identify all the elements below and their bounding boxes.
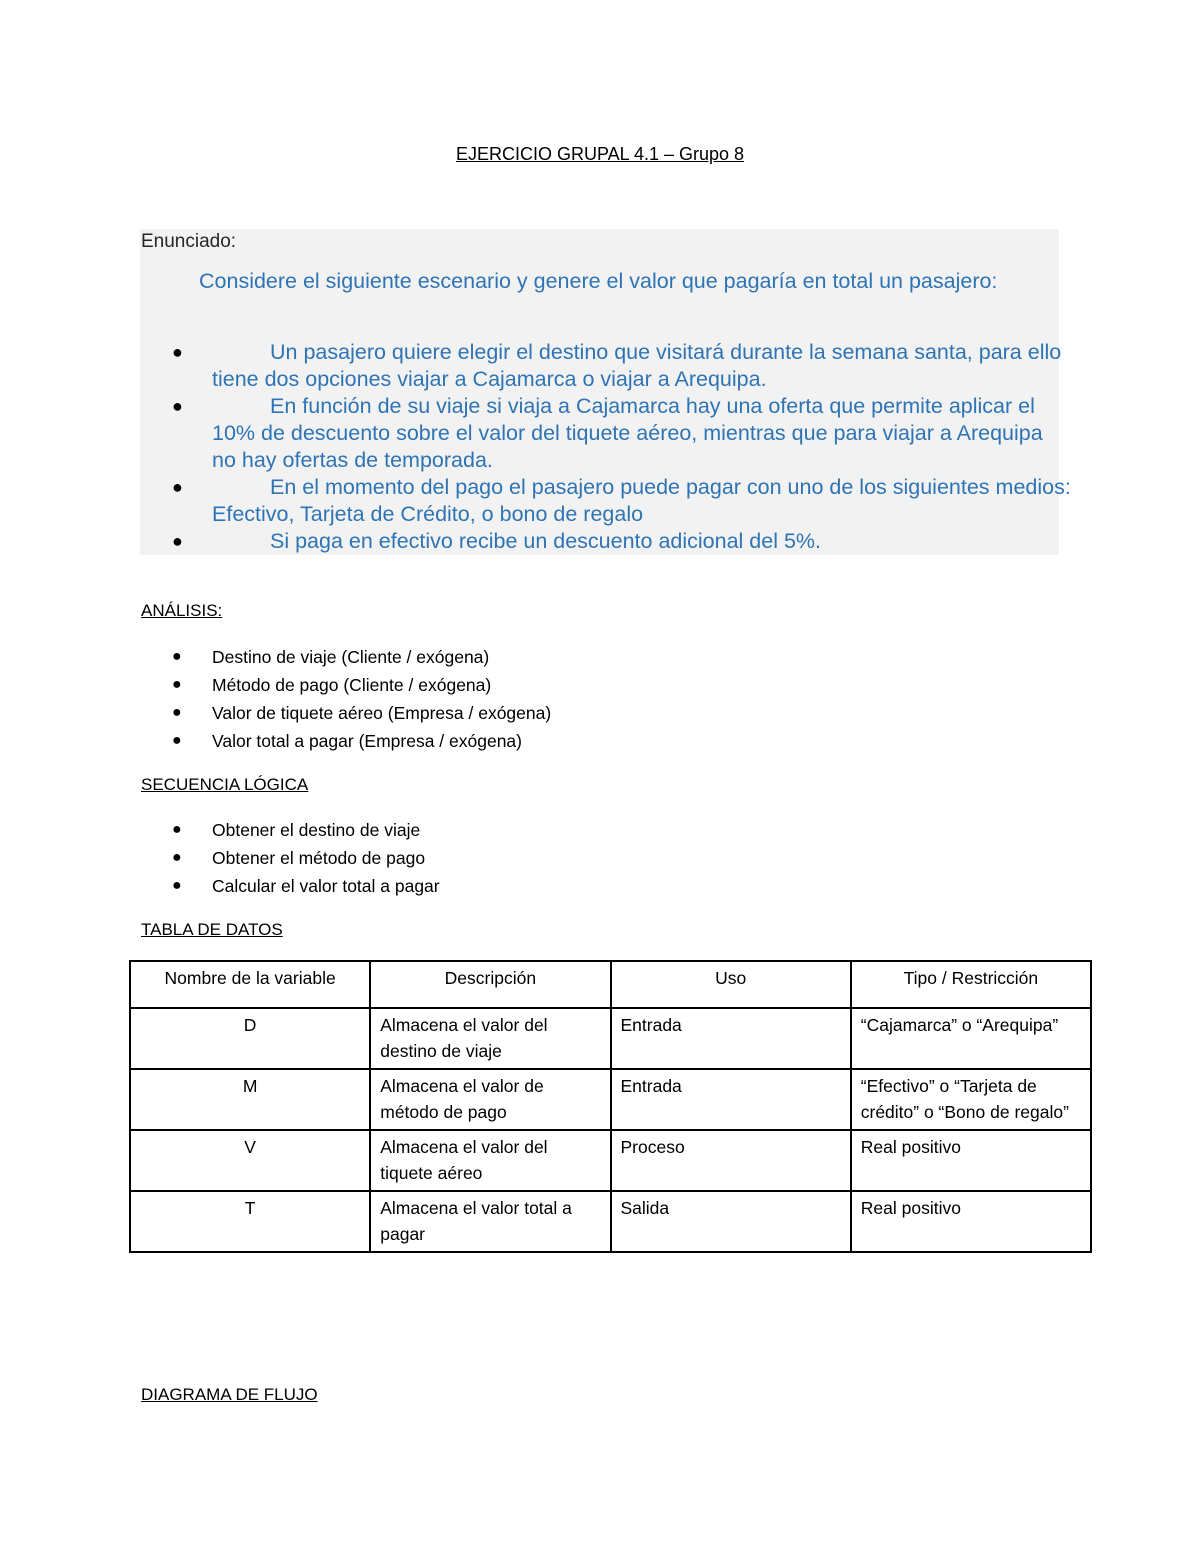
statement-item <box>172 393 1072 474</box>
table-cell: “Cajamarca” o “Arequipa” <box>851 1008 1091 1069</box>
bullet-icon: ● <box>172 648 182 665</box>
data-table <box>129 960 1092 1253</box>
bullet-icon: ● <box>172 849 182 866</box>
statement-list <box>172 339 1072 555</box>
table-cell: Real positivo <box>851 1191 1091 1252</box>
flowchart-heading: DIAGRAMA DE FLUJO <box>141 1385 318 1404</box>
table-row <box>130 1191 1091 1252</box>
table-cell: Almacena el valor del tiquete aéreo <box>370 1130 610 1191</box>
table-cell: V <box>130 1130 370 1191</box>
list-item-text: Calcular el valor total a pagar <box>212 876 440 896</box>
table-cell: Entrada <box>611 1069 851 1130</box>
bullet-icon: ● <box>172 704 182 721</box>
statement-item-text: Un pasajero quiere elegir el destino que visitará durante la semana santa, para ello tiene dos opciones viajar a Cajamarca o viajar a Arequipa. <box>212 340 1062 391</box>
table-cell: Almacena el valor de método de pago <box>370 1069 610 1130</box>
analysis-list <box>172 643 551 755</box>
statement-item <box>172 528 1072 555</box>
statement-item <box>172 339 1072 393</box>
data-table-heading: TABLA DE DATOS <box>141 920 283 939</box>
column-header: Nombre de la variable <box>130 961 370 1008</box>
table-header-row <box>130 961 1091 1008</box>
sequence-heading: SECUENCIA LÓGICA <box>141 775 309 794</box>
list-item <box>172 816 440 844</box>
list-item <box>172 643 551 671</box>
statement-item-text: Si paga en efectivo recibe un descuento adicional del 5%. <box>270 529 822 553</box>
list-item <box>172 699 551 727</box>
list-item <box>172 872 440 900</box>
table-cell: “Efectivo” o “Tarjeta de crédito” o “Bono de regalo” <box>851 1069 1091 1130</box>
column-header: Descripción <box>370 961 610 1008</box>
list-item-text: Valor de tiquete aéreo (Empresa / exógena) <box>212 703 552 723</box>
list-item <box>172 727 551 755</box>
table-cell: Salida <box>611 1191 851 1252</box>
table-cell: Proceso <box>611 1130 851 1191</box>
document-title: EJERCICIO GRUPAL 4.1 – Grupo 8 <box>455 144 745 164</box>
bullet-icon: ● <box>172 342 183 362</box>
column-header: Tipo / Restricción <box>851 961 1091 1008</box>
table-row <box>130 1130 1091 1191</box>
table-cell: Real positivo <box>851 1130 1091 1191</box>
table-cell: D <box>130 1008 370 1069</box>
list-item-text: Método de pago (Cliente / exógena) <box>212 675 492 695</box>
bullet-icon: ● <box>172 531 183 551</box>
list-item-text: Obtener el destino de viaje <box>212 820 421 840</box>
list-item <box>172 844 440 872</box>
list-item-text: Destino de viaje (Cliente / exógena) <box>212 647 490 667</box>
bullet-icon: ● <box>172 732 182 749</box>
analysis-heading: ANÁLISIS: <box>141 601 223 620</box>
table-row <box>130 1069 1091 1130</box>
statement-item-text: En función de su viaje si viaja a Cajamarca hay una oferta que permite aplicar el 10% de descuento sobre el valor del tiquete aéreo, mientras que para viajar a Arequipa no hay ofertas de temporada. <box>212 394 1043 472</box>
bullet-icon: ● <box>172 396 183 416</box>
table-cell: Almacena el valor total a pagar <box>370 1191 610 1252</box>
table-row <box>130 1008 1091 1069</box>
bullet-icon: ● <box>172 477 183 497</box>
table-cell: T <box>130 1191 370 1252</box>
table-cell: Entrada <box>611 1008 851 1069</box>
statement-item <box>172 474 1072 528</box>
list-item-text: Obtener el método de pago <box>212 848 426 868</box>
statement-item-text: En el momento del pago el pasajero puede pagar con uno de los siguientes medios: Efectivo, Tarjeta de Crédito, o bono de regalo <box>212 475 1071 526</box>
sequence-list <box>172 816 440 900</box>
column-header: Uso <box>611 961 851 1008</box>
bullet-icon: ● <box>172 877 182 894</box>
list-item-text: Valor total a pagar (Empresa / exógena) <box>212 731 522 751</box>
table-cell: Almacena el valor del destino de viaje <box>370 1008 610 1069</box>
list-item <box>172 671 551 699</box>
bullet-icon: ● <box>172 821 182 838</box>
bullet-icon: ● <box>172 676 182 693</box>
statement-intro: Considere el siguiente escenario y genere el valor que pagaría en total un pasajero: <box>199 269 998 293</box>
table-cell: M <box>130 1069 370 1130</box>
statement-label: Enunciado: <box>141 231 237 252</box>
